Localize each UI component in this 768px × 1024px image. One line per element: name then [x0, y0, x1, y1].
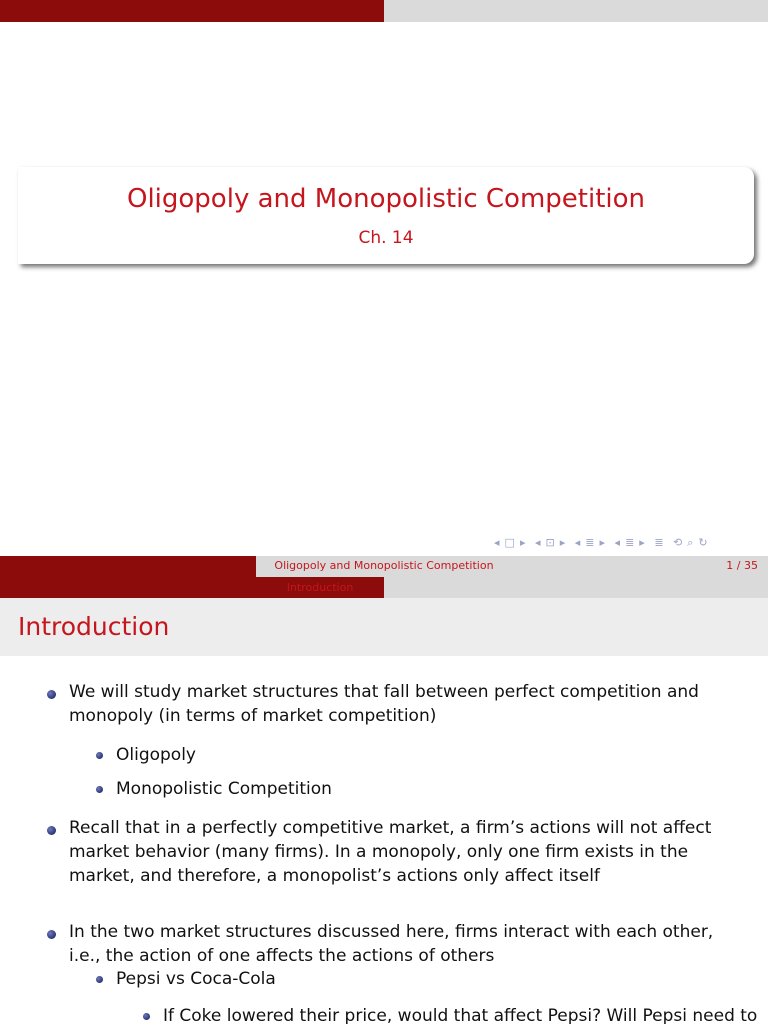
list-item: Monopolistic Competition	[116, 779, 332, 799]
nav-search-icon[interactable]: ⌕	[687, 536, 695, 549]
nav-section-icon[interactable]: ≣	[625, 536, 636, 549]
list-item: In the two market structures discussed here, firms interact with each other, i.e., the action of one affects the actions of others	[69, 922, 714, 966]
nav-prev-frame-icon[interactable]: ◂	[534, 536, 542, 549]
bullet-icon	[47, 826, 56, 835]
list-item: Oligopoly	[116, 745, 196, 765]
list-item: We will study market structures that fall between perfect competition and monopoly (in terms of market competition)	[69, 682, 699, 726]
page-number: 1 / 35	[726, 559, 758, 572]
nav-prev-section-icon[interactable]: ◂	[614, 536, 622, 549]
bullet-icon	[47, 930, 56, 939]
frame-title: Introduction	[18, 612, 170, 641]
presentation-subtitle: Ch. 14	[358, 228, 414, 248]
nav-next-section-icon[interactable]: ▸	[639, 536, 646, 549]
nav-next-slide-icon[interactable]: ▸	[519, 536, 527, 549]
bullet-icon	[143, 1013, 150, 1020]
nav-forward-icon[interactable]: ↻	[698, 536, 709, 549]
header-bar-right	[384, 0, 768, 22]
nav-next-frame-icon[interactable]: ▸	[559, 536, 567, 549]
navigation-symbols	[494, 536, 764, 552]
list-item: Pepsi vs Coca-Cola	[116, 969, 276, 989]
nav-document-icon[interactable]: ≣	[654, 536, 665, 549]
nav-prev-slide-icon[interactable]: ◂	[494, 536, 501, 549]
nav-next-subsection-icon[interactable]: ▸	[599, 536, 607, 549]
frame-title-bar	[0, 598, 768, 656]
headline-short-title: Oligopoly and Monopolistic Competition	[256, 556, 512, 577]
bullet-icon	[96, 752, 103, 759]
slide-headline	[0, 556, 768, 598]
presentation-title: Oligopoly and Monopolistic Competition	[126, 184, 645, 214]
header-bar-left	[0, 0, 384, 22]
bullet-icon	[96, 976, 103, 983]
nav-subsection-icon[interactable]: ≣	[585, 536, 596, 549]
list-item: Recall that in a perfectly competitive market, a firm’s actions will not affect market behavior (many firms). In a monopoly, only one firm exists in the market, and therefore, a monopolist’s actions only affect itself	[69, 818, 712, 886]
header-bar	[0, 0, 768, 22]
introduction-slide	[0, 556, 768, 1024]
bullet-icon	[96, 786, 103, 793]
list-item: If Coke lowered their price, would that affect Pepsi? Will Pepsi need to	[163, 1006, 758, 1024]
bullet-icon	[47, 690, 56, 699]
nav-back-icon[interactable]: ⟲	[673, 536, 684, 549]
title-box	[18, 167, 754, 264]
headline-section: Introduction	[256, 577, 384, 598]
nav-slide-icon[interactable]: □	[504, 536, 516, 549]
nav-frame-icon[interactable]: ⊡	[545, 536, 556, 549]
nav-prev-subsection-icon[interactable]: ◂	[574, 536, 582, 549]
